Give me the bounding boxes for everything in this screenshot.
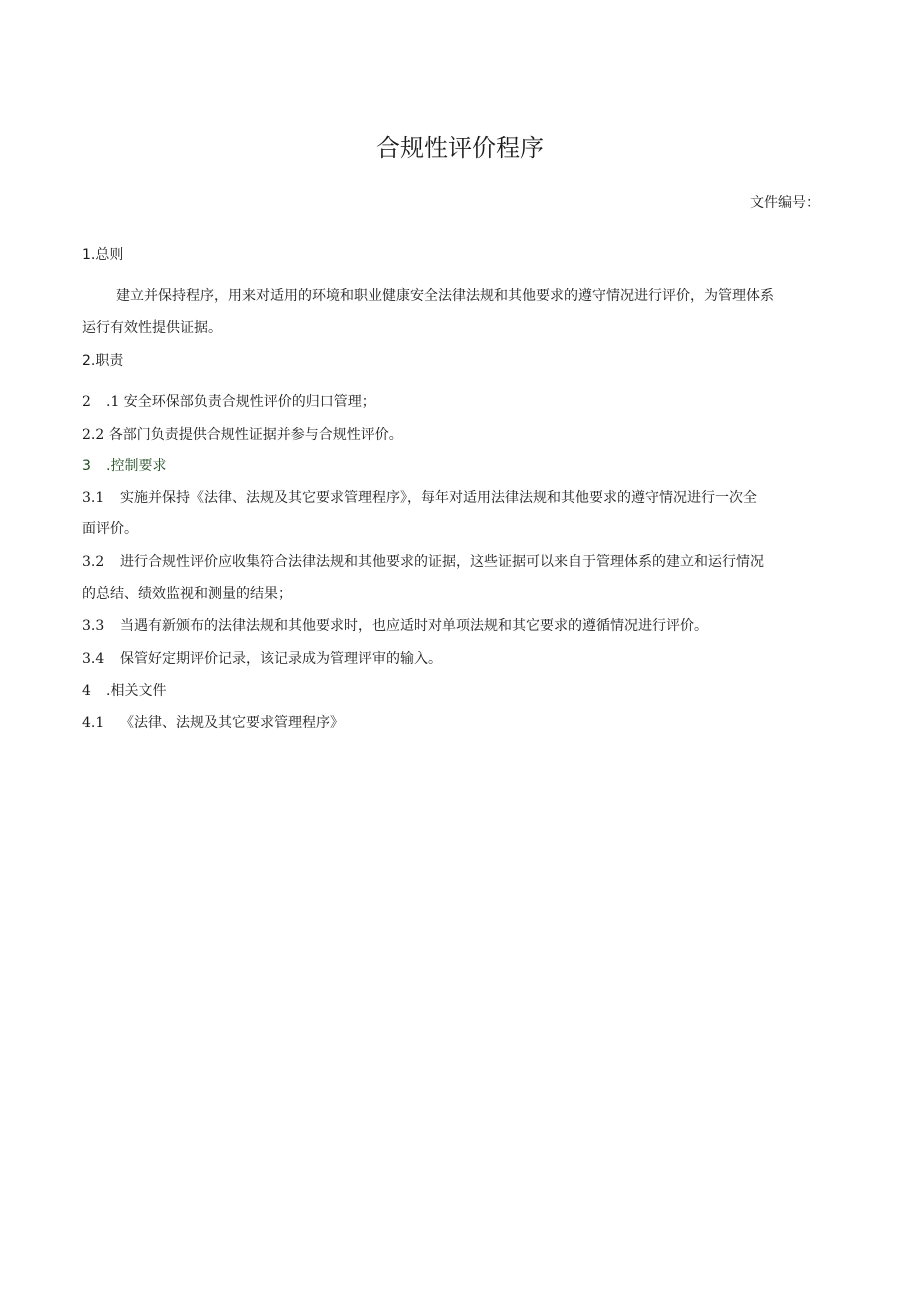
section-3-item-3-number: 3.3 bbox=[82, 618, 105, 634]
section-4-heading bbox=[82, 680, 166, 700]
section-3-item-2-line-1 bbox=[82, 551, 764, 571]
section-2-item-1-number: 2 bbox=[82, 394, 91, 410]
section-3-item-1-number: 3.1 bbox=[82, 490, 105, 506]
section-1-paragraph-line-1: 建立并保持程序，用来对适用的环境和职业健康安全法律法规和其他要求的遵守情况进行评价，为管理体系 bbox=[116, 288, 774, 304]
section-4-heading-text: .相关文件 bbox=[106, 683, 167, 699]
section-3-heading-number: 3 bbox=[82, 458, 91, 474]
section-3-item-3-text: 当遇有新颁布的法律法规和其他要求时，也应适时对单项法规和其它要求的遵循情况进行评价。 bbox=[120, 618, 708, 634]
document-number-label: 文件编号： bbox=[750, 195, 820, 211]
section-3-item-2-line-2: 的总结、绩效监视和测量的结果； bbox=[82, 586, 292, 602]
section-3-item-1-line-2: 面评价。 bbox=[82, 521, 138, 537]
section-4-heading-number: 4 bbox=[82, 683, 91, 699]
section-3-item-1-line-1 bbox=[82, 487, 757, 507]
section-2-item-1-text: .1 安全环保部负责合规性评价的归口管理； bbox=[106, 394, 376, 410]
section-3-item-4-text: 保管好定期评价记录，该记录成为管理评审的输入。 bbox=[120, 651, 442, 667]
section-3-item-1-text: 实施并保持《法律、法规及其它要求管理程序》，每年对适用法律法规和其他要求的遵守情况进行一次全 bbox=[120, 490, 757, 506]
section-2-item-1 bbox=[82, 391, 376, 411]
section-3-item-2-number: 3.2 bbox=[82, 554, 105, 570]
document-title: 合规性评价程序 bbox=[376, 134, 544, 162]
section-3-item-3 bbox=[82, 615, 708, 635]
section-3-item-4-number: 3.4 bbox=[82, 651, 105, 667]
section-2-item-2: 2.2 各部门负责提供合规性证据并参与合规性评价。 bbox=[82, 427, 403, 443]
section-2-heading: 2.职责 bbox=[82, 353, 124, 369]
section-4-item-1-number: 4.1 bbox=[82, 715, 105, 731]
section-4-item-1-text: 《法律、法规及其它要求管理程序》 bbox=[120, 715, 344, 731]
section-3-item-4 bbox=[82, 648, 442, 668]
section-1-heading: 1.总则 bbox=[82, 247, 124, 263]
section-3-heading bbox=[82, 455, 166, 475]
section-3-heading-text: .控制要求 bbox=[106, 458, 167, 474]
section-1-paragraph-line-2: 运行有效性提供证据。 bbox=[82, 320, 222, 336]
section-3-item-2-text: 进行合规性评价应收集符合法律法规和其他要求的证据，这些证据可以来自于管理体系的建立和运行情况 bbox=[120, 554, 764, 570]
section-4-item-1 bbox=[82, 712, 344, 732]
